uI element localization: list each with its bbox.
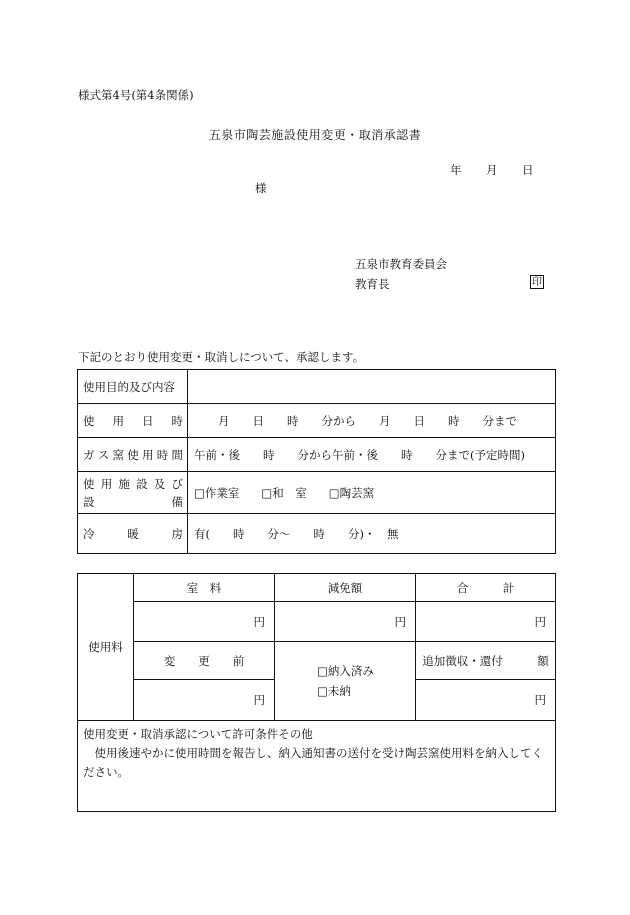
label-char: 使 <box>83 476 95 491</box>
before-change-amount[interactable]: 円 <box>134 680 275 721</box>
kiln-time-field[interactable]: 午前・後 時 分から午前・後 時 分まで(予定時間) <box>188 438 556 472</box>
checkbox-workroom[interactable]: □作業室 <box>194 485 240 500</box>
label-char: 施 <box>118 476 130 491</box>
label-char: 窯 <box>112 447 124 462</box>
facility-options <box>188 472 556 514</box>
total-amount[interactable]: 円 <box>416 602 556 642</box>
intro-text: 下記のとおり使用変更・取消しについて、承認します。 <box>78 350 365 364</box>
label-char: 使 <box>127 447 139 462</box>
checkbox-kiln[interactable]: □陶芸窯 <box>328 485 375 500</box>
heating-label-text <box>83 526 187 542</box>
room-fee-amount[interactable]: 円 <box>134 602 275 642</box>
form-reference: 様式第4号(第4条関係) <box>78 88 194 102</box>
additional-label: 追加徴収・還付 額 <box>416 642 556 680</box>
label-char: 冷 <box>83 526 95 541</box>
seal-mark: 印 <box>532 277 542 288</box>
notes-cell <box>78 721 556 812</box>
notes-body: 使用後速やかに使用時間を報告し、納入通知書の送付を受け陶芸窯使用料を納入してください。 <box>83 746 543 779</box>
date-line <box>450 162 534 178</box>
label-char: 房 <box>171 526 183 541</box>
issuer-title: 教育長 <box>355 277 390 291</box>
facility-label <box>78 472 188 514</box>
issuer-organization: 五泉市教育委員会 <box>355 257 447 271</box>
label-char: 用 <box>142 447 154 462</box>
usage-date-label-text <box>83 413 187 429</box>
label-char: 時 <box>156 447 169 462</box>
room-fee-header: 室 料 <box>134 574 275 602</box>
fee-amount-row <box>78 602 556 642</box>
fee-header-row <box>78 574 556 602</box>
fee-table <box>77 573 556 812</box>
label-char: 用 <box>112 413 124 428</box>
label-char: ス <box>97 447 110 462</box>
label-char: 備 <box>171 494 183 509</box>
heating-label <box>78 514 188 554</box>
document-title: 五泉市陶芸施設使用変更・取消承認書 <box>208 128 422 142</box>
checkbox-paid[interactable]: □納入済み <box>317 664 374 678</box>
label-char: 日 <box>142 413 154 428</box>
label-char: 設 <box>83 494 95 509</box>
fee-row-label: 使用料 <box>78 574 134 721</box>
reduction-header: 減免額 <box>275 574 416 602</box>
label-char: 使 <box>83 413 95 428</box>
checkbox-unpaid[interactable]: □未納 <box>317 684 351 698</box>
before-change-row <box>78 642 556 680</box>
label-char: 間 <box>171 447 183 462</box>
purpose-field[interactable] <box>188 370 556 404</box>
facility-label-line1 <box>83 475 187 493</box>
notes-title: 使用変更・取消承認について許可条件その他 <box>83 727 313 741</box>
usage-date-field[interactable]: 月 日 時 分から 月 日 時 分まで <box>188 404 556 438</box>
additional-amount[interactable]: 円 <box>416 680 556 721</box>
date-row <box>78 404 556 438</box>
facility-row <box>78 472 556 514</box>
kiln-time-label-text <box>83 447 187 463</box>
label-char: ガ <box>83 447 95 462</box>
label-char: び <box>171 476 183 491</box>
date-month: 月 <box>486 163 498 177</box>
label-char: 用 <box>100 476 113 491</box>
purpose-label: 使用目的及び内容 <box>78 370 188 404</box>
label-char: 時 <box>171 413 183 428</box>
date-year: 年 <box>450 163 462 177</box>
label-char: 設 <box>136 476 148 491</box>
label-char: 及 <box>153 476 166 491</box>
total-header: 合 計 <box>416 574 556 602</box>
reduction-amount[interactable]: 円 <box>275 602 416 642</box>
heating-row <box>78 514 556 554</box>
usage-table <box>77 369 556 554</box>
kiln-time-label <box>78 438 188 472</box>
payment-status <box>275 642 416 721</box>
notes-row <box>78 721 556 812</box>
purpose-row <box>78 370 556 404</box>
heating-field[interactable]: 有( 時 分～ 時 分)・ 無 <box>188 514 556 554</box>
checkbox-japanese-room[interactable]: □和 室 <box>261 485 307 500</box>
addressee-suffix: 様 <box>255 181 267 195</box>
kiln-row <box>78 438 556 472</box>
facility-label-line2 <box>83 493 187 511</box>
before-change-label: 変 更 前 <box>134 642 275 680</box>
label-char: 暖 <box>127 526 139 541</box>
usage-date-label <box>78 404 188 438</box>
date-day: 日 <box>522 163 534 177</box>
